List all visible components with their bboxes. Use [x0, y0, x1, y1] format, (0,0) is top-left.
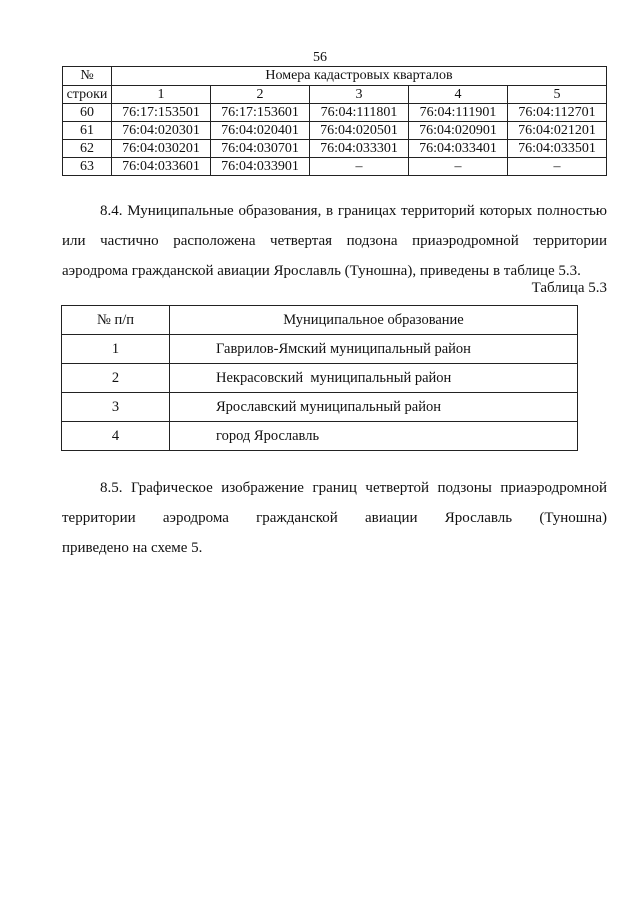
table-row — [63, 158, 607, 176]
municipalities-table — [61, 305, 578, 451]
row-number: 2 — [62, 364, 170, 393]
table-cell: – — [310, 158, 409, 176]
table-cell: 76:04:021201 — [508, 122, 607, 140]
table-row — [63, 140, 607, 158]
table-row — [63, 104, 607, 122]
table-cell: – — [508, 158, 607, 176]
row-number: 62 — [63, 140, 112, 158]
table-row — [62, 422, 578, 451]
table-header-row — [63, 86, 607, 104]
column-number: 1 — [112, 86, 211, 104]
table-header-row — [63, 67, 607, 86]
row-number: 61 — [63, 122, 112, 140]
table-cell: 76:04:020501 — [310, 122, 409, 140]
paragraph-line: аэродрома гражданской авиации Ярославль (Туношна), приведены в таблице 5.3. — [62, 263, 581, 279]
column-number: 3 — [310, 86, 409, 104]
paragraph-line: территории аэродрома гражданской авиации Ярославль (Туношна) — [62, 510, 607, 526]
paragraph-8-4 — [62, 196, 607, 286]
table-cell: 76:04:020401 — [211, 122, 310, 140]
table-cell: 76:04:111801 — [310, 104, 409, 122]
column-number: 2 — [211, 86, 310, 104]
table-cell: – — [409, 158, 508, 176]
municipality-name: Некрасовский муниципальный район — [170, 364, 578, 393]
row-number: 4 — [62, 422, 170, 451]
row-number: 1 — [62, 335, 170, 364]
table-cell: 76:17:153501 — [112, 104, 211, 122]
table-caption: Таблица 5.3 — [531, 280, 607, 296]
table-row — [63, 122, 607, 140]
header-municipality: Муниципальное образование — [170, 306, 578, 335]
table-header-row — [62, 306, 578, 335]
paragraph-line: приведено на схеме 5. — [62, 540, 203, 556]
column-number: 4 — [409, 86, 508, 104]
header-row-label: строки — [63, 86, 112, 104]
paragraph-line: или частично расположена четвертая подзона приаэродромной территории — [62, 233, 607, 249]
municipality-name: город Ярославль — [170, 422, 578, 451]
paragraph-8-5 — [62, 473, 607, 563]
page-number: 56 — [313, 50, 327, 65]
municipality-name: Ярославский муниципальный район — [170, 393, 578, 422]
table-cell: 76:04:030201 — [112, 140, 211, 158]
table-cell: 76:04:033901 — [211, 158, 310, 176]
table-cell: 76:04:112701 — [508, 104, 607, 122]
table-cell: 76:04:020301 — [112, 122, 211, 140]
table-cell: 76:04:033401 — [409, 140, 508, 158]
table-cell: 76:04:111901 — [409, 104, 508, 122]
header-cadastral-quarters: Номера кадастровых кварталов — [112, 67, 607, 86]
row-number: 63 — [63, 158, 112, 176]
row-number: 3 — [62, 393, 170, 422]
row-number: 60 — [63, 104, 112, 122]
table-row — [62, 335, 578, 364]
table-cell: 76:04:033601 — [112, 158, 211, 176]
header-number: № п/п — [62, 306, 170, 335]
table-cell: 76:04:033301 — [310, 140, 409, 158]
paragraph-line: 8.5. Графическое изображение границ четвертой подзоны приаэродромной — [100, 480, 607, 496]
table-cell: 76:04:033501 — [508, 140, 607, 158]
table-cell: 76:17:153601 — [211, 104, 310, 122]
cadastral-quarters-table — [62, 66, 607, 176]
municipality-name: Гаврилов-Ямский муниципальный район — [170, 335, 578, 364]
table-row — [62, 364, 578, 393]
paragraph-line: 8.4. Муниципальные образования, в границах территорий которых полностью — [100, 203, 607, 219]
header-row-number: № — [63, 67, 112, 86]
table-cell: 76:04:020901 — [409, 122, 508, 140]
table-cell: 76:04:030701 — [211, 140, 310, 158]
column-number: 5 — [508, 86, 607, 104]
table-row — [62, 393, 578, 422]
